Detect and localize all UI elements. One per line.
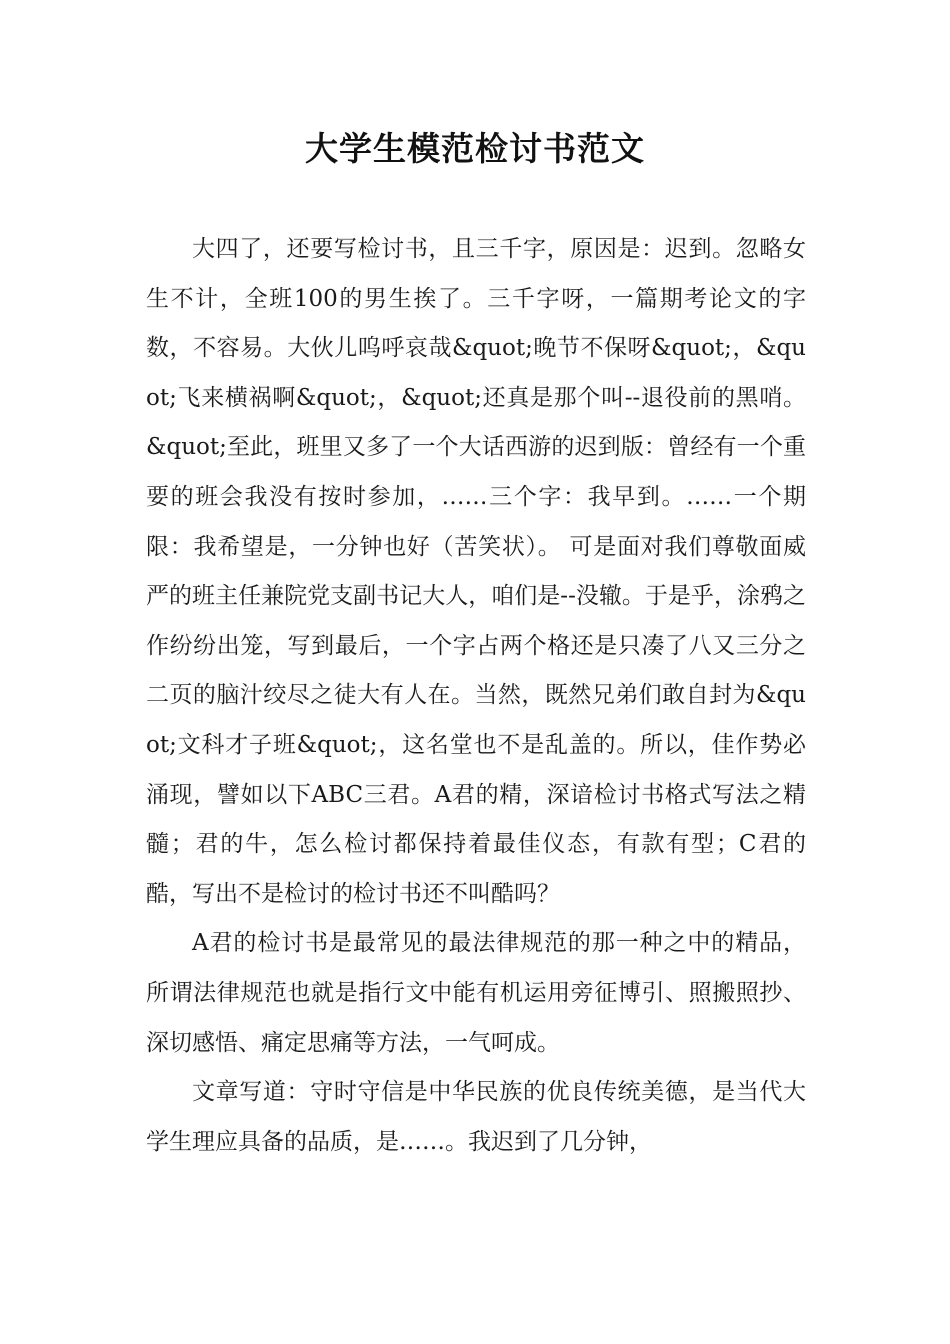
paragraph-2: A君的检讨书是最常见的最法律规范的那一种之中的精品，所谓法律规范也就是指行文中能有机运用旁征博引、照搬照抄、深切感悟、痛定思痛等方法，一气呵成。 <box>146 930 806 1056</box>
paragraph-3: 文章写道：守时守信是中华民族的优良传统美德，是当代大学生理应具备的品质，是……。我迟到了几分钟， <box>146 1079 806 1155</box>
document-body <box>146 225 806 1167</box>
paragraph-1: 大四了，还要写检讨书，且三千字，原因是：迟到。忽略女生不计，全班100的男生挨了。三千字呀，一篇期考论文的字数，不容易。大伙儿呜呼哀哉&quot;晚节不保呀&quot;，&quot;飞来横祸啊&quot;，&quot;还真是那个叫--退役前的黑哨。&quot;至此，班里又多了一个大话西游的迟到版：曾经有一个重要的班会我没有按时参加，……三个字：我早到。……一个期限：我希望是，一分钟也好（苦笑状）。 可是面对我们尊敬面威严的班主任兼院党支副书记大人，咱们是--没辙。于是乎，涂鸦之作纷纷出笼，写到最后，一个字占两个格还是只凑了八又三分之二页的脑汁绞尽之徒大有人在。当然，既然兄弟们敢自封为&quot;文科才子班&quot;，这名堂也不是乱盖的。所以，佳作势必涌现，譬如以下ABC三君。A君的精，深谙检讨书格式写法之精髓；君的牛，怎么检讨都保持着最佳仪态，有款有型；C君的酷，写出不是检讨的检讨书还不叫酷吗？ <box>146 236 806 907</box>
document-title: 大学生模范检讨书范文 <box>305 129 645 168</box>
